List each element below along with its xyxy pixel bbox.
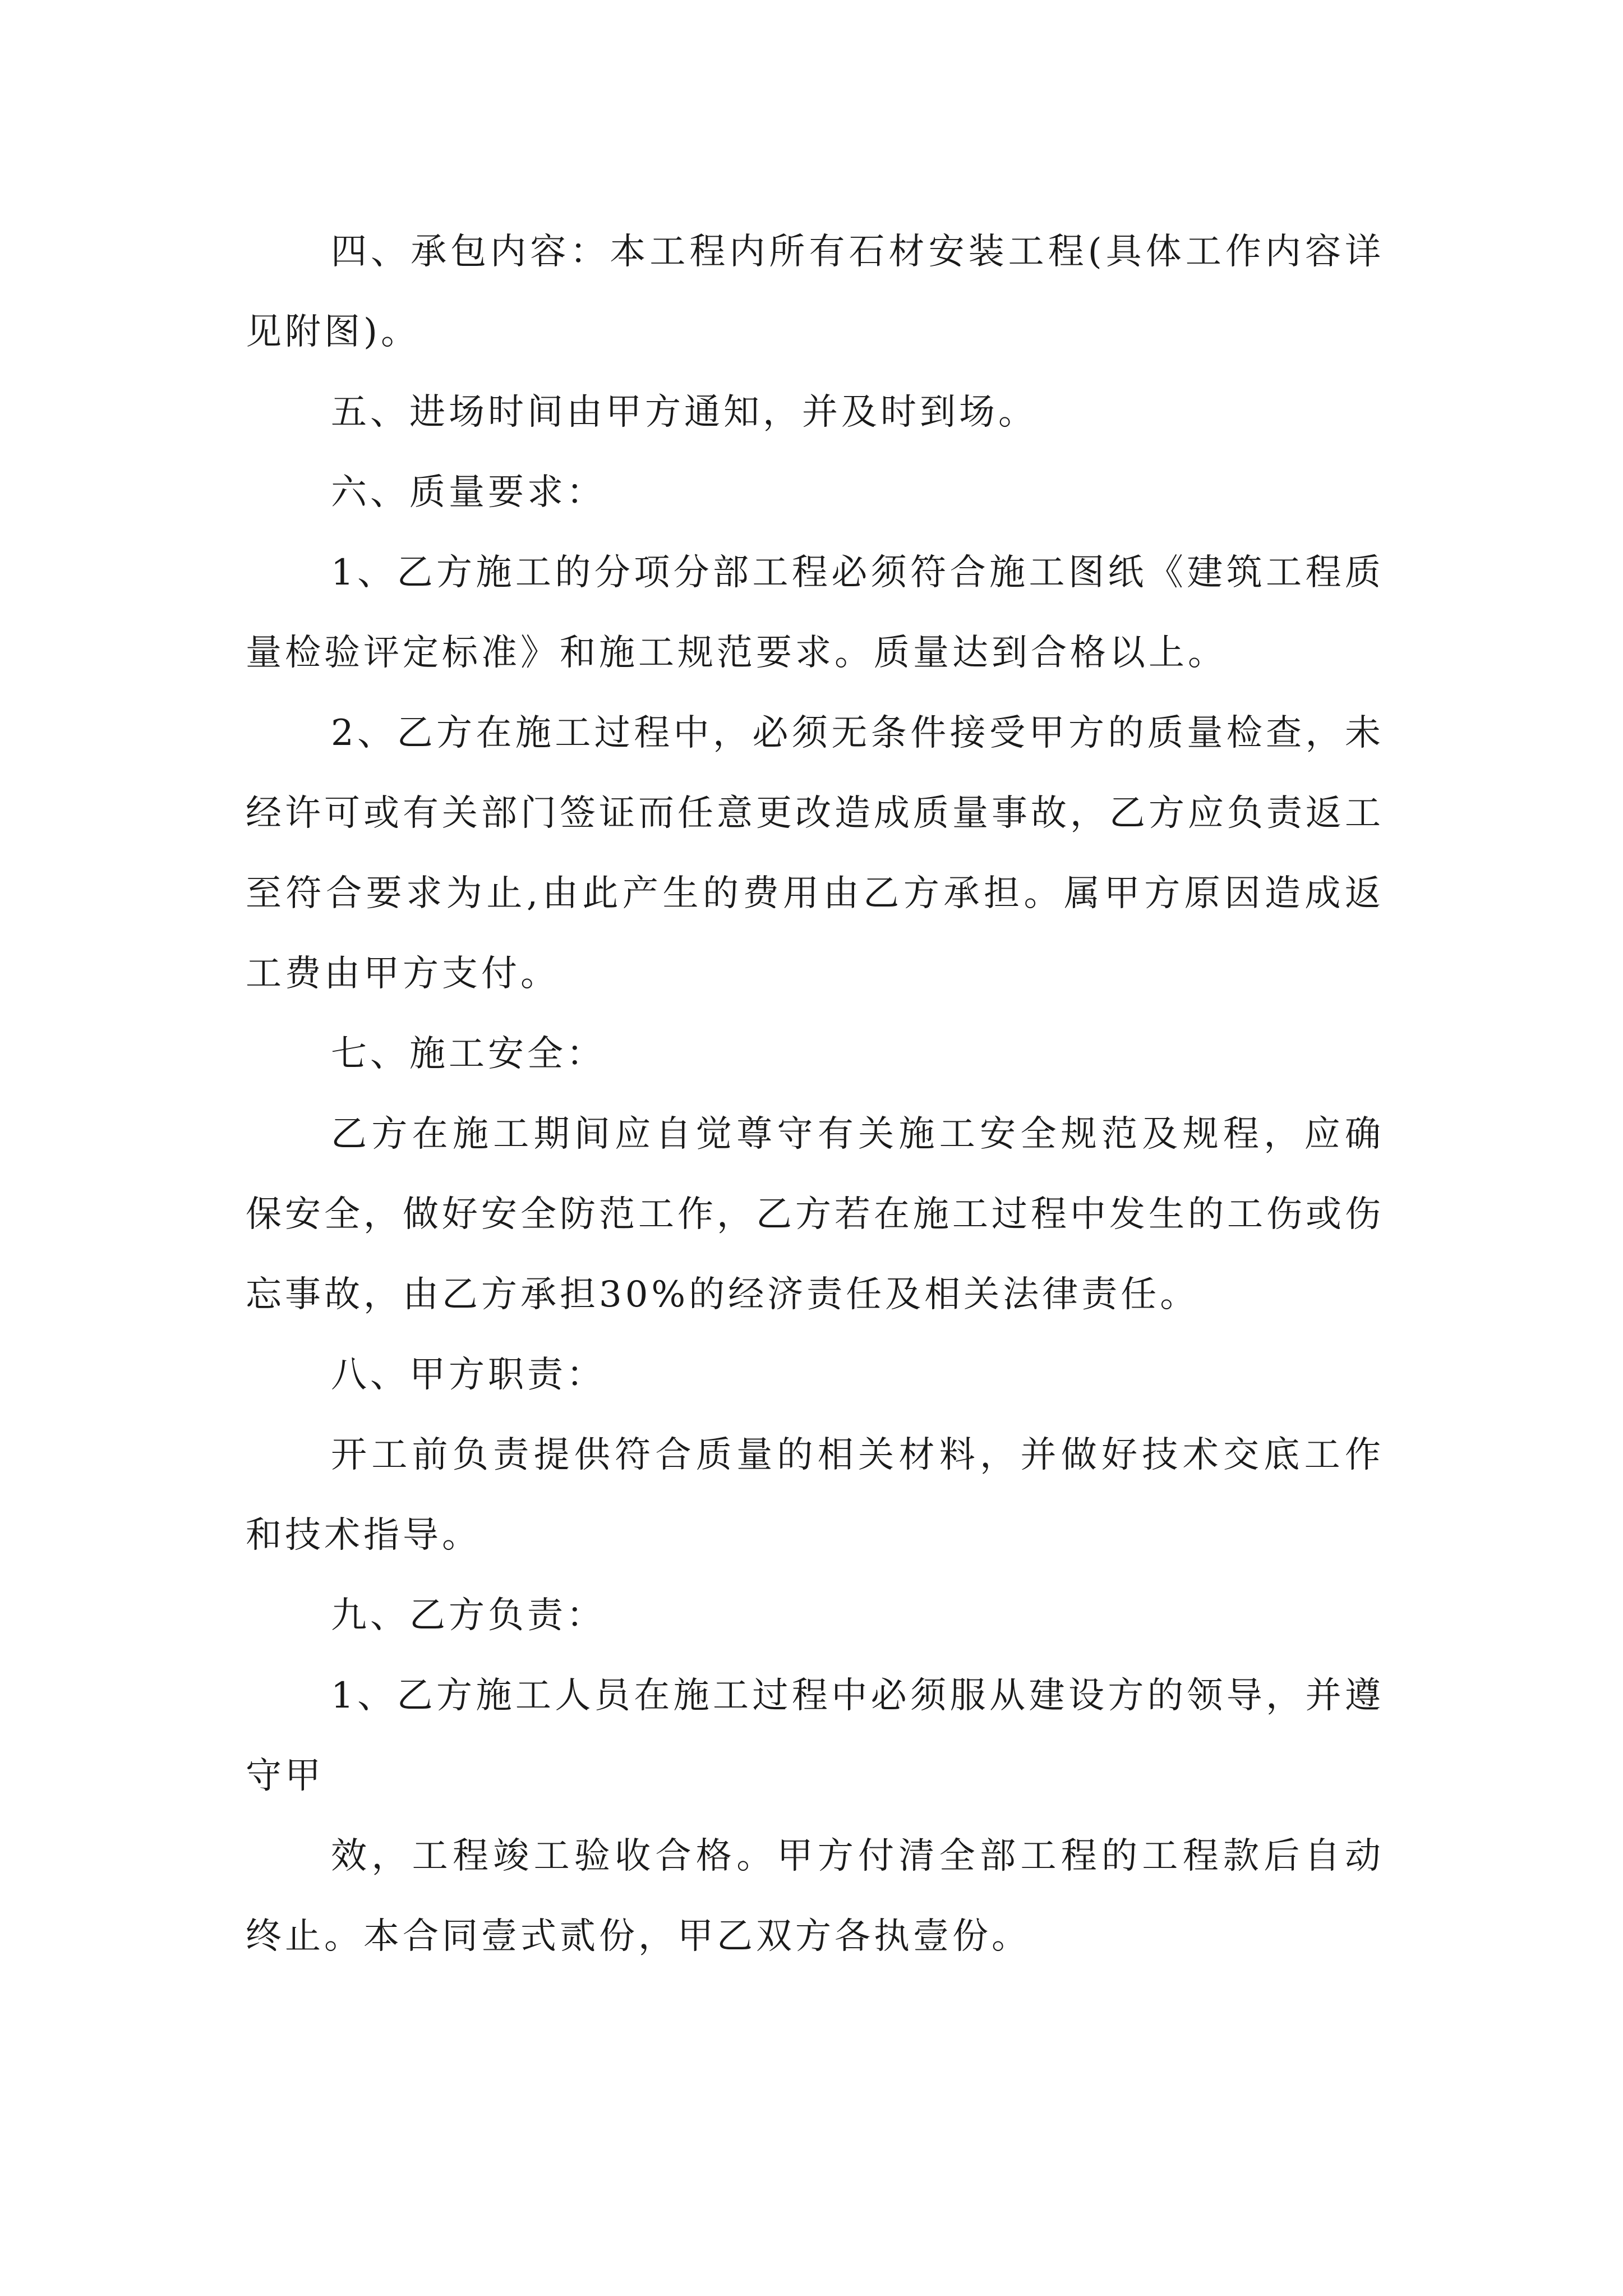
paragraph-safety: 乙方在施工期间应自觉尊守有关施工安全规范及规程，应确保安全，做好安全防范工作，乙方若在施工过程中发生的工伤或伤忘事故，由乙方承担30%的经济责任及相关法律责任。 <box>246 1114 1384 1315</box>
paragraph-scope: 四、承包内容：本工程内所有石材安装工程(具体工作内容详见附图)。 <box>246 231 1384 353</box>
paragraph-entry-time: 五、进场时间由甲方通知，并及时到场。 <box>331 392 1038 433</box>
paragraph-quality-2: 2、乙方在施工过程中，必须无条件接受甲方的质量检查，未经许可或有关部门签证而任意更改造成质量事故，乙方应负责返工至符合要求为止,由此产生的费用由乙方承担。属甲方原因造成返工费由甲方支付。 <box>246 712 1384 995</box>
paragraph-termination: 效，工程竣工验收合格。甲方付清全部工程的工程款后自动终止。本合同壹式贰份，甲乙双方各执壹份。 <box>246 1835 1384 1957</box>
heading-construction-safety: 七、施工安全： <box>331 1033 606 1075</box>
paragraph-party-a-duties: 开工前负责提供符合质量的相关材料，并做好技术交底工作和技术指导。 <box>246 1434 1384 1556</box>
paragraph-quality-1: 1、乙方施工的分项分部工程必须符合施工图纸《建筑工程质量检验评定标准》和施工规范要求。质量达到合格以上。 <box>246 552 1384 674</box>
heading-quality-requirements: 六、质量要求： <box>331 472 606 513</box>
heading-party-a-duties: 八、甲方职责： <box>331 1354 606 1396</box>
heading-party-b-duties: 九、乙方负责： <box>331 1595 606 1636</box>
document-body <box>246 212 1384 1977</box>
paragraph-party-b-1: 1、乙方施工人员在施工过程中必须服从建设方的领导，并遵守甲 <box>246 1675 1384 1797</box>
